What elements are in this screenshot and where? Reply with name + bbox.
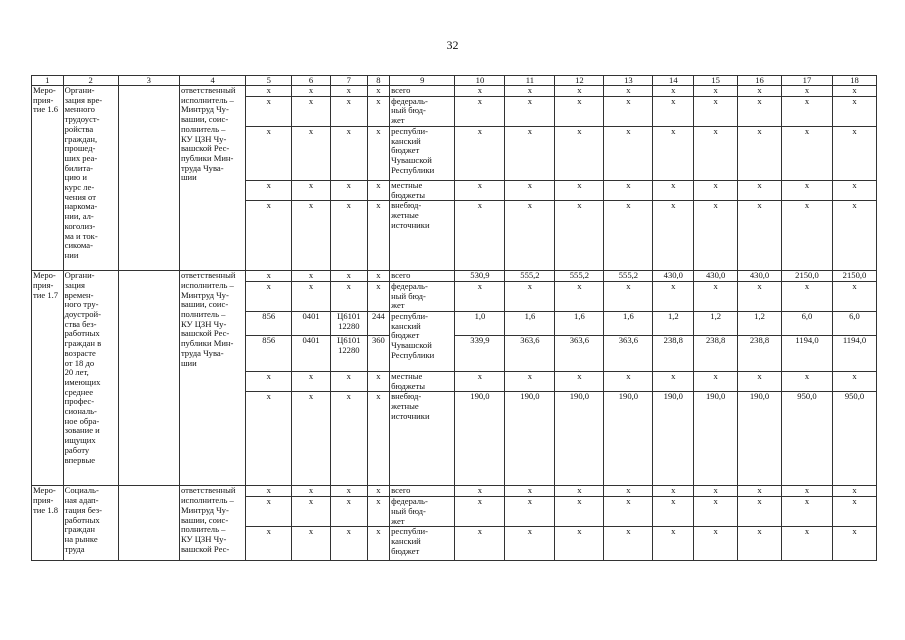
value-cell: х (653, 201, 694, 271)
value-cell: х (653, 527, 694, 561)
funding-source: федераль- ный бюд- жет (390, 281, 455, 311)
funding-source: всего (390, 271, 455, 282)
value-cell: 555,2 (604, 271, 653, 282)
value-cell: х (555, 281, 604, 311)
budget-code-cell: х (330, 281, 367, 311)
value-cell: х (832, 281, 876, 311)
value-cell: х (653, 497, 694, 527)
funding-source: местные бюджеты (390, 372, 455, 392)
value-cell: 1,6 (505, 312, 555, 336)
budget-code-cell: х (330, 180, 367, 200)
value-cell: х (832, 486, 876, 497)
header-cell-10: 10 (455, 76, 505, 86)
budget-code-cell: х (246, 201, 292, 271)
event-title: Органи- зация вре- менного трудоуст- ройства граждан, прошед- ших реа- билита- цию и курс ле- чения от наркома- нии, ал- коголиз- ма и ток- сикома- нии (63, 86, 118, 271)
value-cell: х (781, 126, 832, 180)
table-row (32, 486, 877, 497)
event-title: Органи- зация времен- ного тру- доустрой- ства без- работных граждан в возрасте от 18 до 20 лет, имеющих среднее профес- сиональ- ное обра- зование и ищущих работу впервые (63, 271, 118, 486)
value-cell: х (738, 527, 782, 561)
header-cell-7: 7 (330, 76, 367, 86)
value-cell: х (832, 126, 876, 180)
budget-code-cell: х (292, 497, 331, 527)
value-cell: 190,0 (555, 392, 604, 486)
budget-code-cell: х (246, 271, 292, 282)
value-cell: х (455, 180, 505, 200)
value-cell: 190,0 (653, 392, 694, 486)
value-cell: 238,8 (653, 336, 694, 372)
budget-code-cell: х (292, 372, 331, 392)
value-cell: х (653, 281, 694, 311)
value-cell: 430,0 (694, 271, 738, 282)
value-cell: х (832, 86, 876, 97)
value-cell: х (738, 486, 782, 497)
value-cell: х (505, 527, 555, 561)
budget-code-cell: х (367, 527, 389, 561)
responsible-executor: ответственный исполнитель – Минтруд Чу- вашии, соис- полнитель – КУ ЦЗН Чу- вашской Рес- публики Мин- труда Чува- шии (179, 271, 245, 486)
header-cell-4: 4 (179, 76, 245, 86)
value-cell: х (738, 96, 782, 126)
value-cell: х (604, 497, 653, 527)
value-cell: х (653, 86, 694, 97)
budget-code-cell: х (367, 486, 389, 497)
budget-code-cell: х (330, 86, 367, 97)
value-cell: 1194,0 (832, 336, 876, 372)
value-cell: х (781, 527, 832, 561)
value-cell: 238,8 (694, 336, 738, 372)
budget-code-cell: х (367, 201, 389, 271)
value-cell: 363,6 (604, 336, 653, 372)
value-cell: х (832, 372, 876, 392)
value-cell: х (653, 126, 694, 180)
value-cell: х (832, 497, 876, 527)
value-cell: х (604, 126, 653, 180)
budget-code-cell: х (246, 527, 292, 561)
budget-code-cell: х (246, 180, 292, 200)
empty-cell (118, 271, 179, 486)
header-row (32, 76, 877, 86)
value-cell: х (505, 497, 555, 527)
value-cell: х (694, 497, 738, 527)
value-cell: х (555, 86, 604, 97)
value-cell: х (738, 497, 782, 527)
budget-code-cell: х (330, 497, 367, 527)
value-cell: 363,6 (505, 336, 555, 372)
event-title: Социаль- ная адап- тация без- работных граждан на рынке труда (63, 486, 118, 561)
empty-cell (118, 486, 179, 561)
value-cell: х (455, 372, 505, 392)
budget-code-cell: х (367, 96, 389, 126)
budget-code-cell: х (330, 527, 367, 561)
budget-code-cell: Ц6101 12280 (330, 312, 367, 336)
funding-source: федераль- ный бюд- жет (390, 96, 455, 126)
value-cell: х (781, 372, 832, 392)
value-cell: х (694, 96, 738, 126)
budget-code-cell: 244 (367, 312, 389, 336)
budget-code-cell: х (330, 96, 367, 126)
value-cell: х (604, 527, 653, 561)
budget-code-cell: х (367, 271, 389, 282)
value-cell: х (738, 281, 782, 311)
value-cell: х (455, 486, 505, 497)
header-cell-17: 17 (781, 76, 832, 86)
header-cell-1: 1 (32, 76, 64, 86)
funding-source: внебюд- жетные источники (390, 201, 455, 271)
table-row (32, 271, 877, 282)
value-cell: х (738, 372, 782, 392)
value-cell: х (455, 281, 505, 311)
value-cell: 6,0 (832, 312, 876, 336)
value-cell: 190,0 (604, 392, 653, 486)
value-cell: х (505, 86, 555, 97)
value-cell: 190,0 (505, 392, 555, 486)
value-cell: 190,0 (694, 392, 738, 486)
budget-code-cell: х (246, 281, 292, 311)
value-cell: х (555, 527, 604, 561)
value-cell: х (738, 126, 782, 180)
value-cell: х (455, 86, 505, 97)
header-cell-2: 2 (63, 76, 118, 86)
budget-code-cell: х (292, 86, 331, 97)
budget-code-cell: х (367, 86, 389, 97)
value-cell: х (555, 372, 604, 392)
value-cell: х (694, 527, 738, 561)
budget-code-cell: х (367, 372, 389, 392)
value-cell: х (604, 180, 653, 200)
header-cell-16: 16 (738, 76, 782, 86)
value-cell: х (505, 180, 555, 200)
responsible-executor: ответственный исполнитель – Минтруд Чу- вашии, соис- полнитель – КУ ЦЗН Чу- вашской Рес- публики Мин- труда Чува- шии (179, 86, 245, 271)
funding-source: федераль- ный бюд- жет (390, 497, 455, 527)
budget-code-cell: х (330, 392, 367, 486)
budget-code-cell: х (367, 392, 389, 486)
budget-code-cell: Ц6101 12280 (330, 336, 367, 372)
value-cell: х (604, 201, 653, 271)
budget-code-cell: х (246, 497, 292, 527)
header-cell-14: 14 (653, 76, 694, 86)
value-cell: х (555, 180, 604, 200)
value-cell: х (694, 86, 738, 97)
value-cell: х (455, 96, 505, 126)
value-cell: х (694, 201, 738, 271)
table-row (32, 86, 877, 97)
budget-code-cell: х (330, 372, 367, 392)
header-cell-9: 9 (390, 76, 455, 86)
value-cell: х (694, 372, 738, 392)
value-cell: х (555, 486, 604, 497)
budget-code-cell: х (292, 271, 331, 282)
budget-code-cell: х (246, 372, 292, 392)
funding-source: республи- канский бюджет Чувашской Республики (390, 126, 455, 180)
value-cell: 1,2 (694, 312, 738, 336)
value-cell: 1,2 (738, 312, 782, 336)
value-cell: 363,6 (555, 336, 604, 372)
value-cell: х (781, 96, 832, 126)
budget-code-cell: х (292, 281, 331, 311)
value-cell: 339,9 (455, 336, 505, 372)
header-cell-13: 13 (604, 76, 653, 86)
funding-source: местные бюджеты (390, 180, 455, 200)
value-cell: х (653, 486, 694, 497)
value-cell: х (694, 180, 738, 200)
value-cell: 190,0 (455, 392, 505, 486)
value-cell: х (832, 527, 876, 561)
funding-source: всего (390, 486, 455, 497)
event-number: Меро- прия- тие 1.7 (32, 271, 64, 486)
value-cell: х (694, 486, 738, 497)
budget-code-cell: х (330, 126, 367, 180)
responsible-executor: ответственный исполнитель – Минтруд Чу- вашии, соис- полнитель – КУ ЦЗН Чу- вашской Рес- (179, 486, 245, 561)
value-cell: х (832, 180, 876, 200)
value-cell: х (653, 96, 694, 126)
program-events-table (31, 75, 877, 561)
budget-code-cell: х (292, 126, 331, 180)
header-cell-12: 12 (555, 76, 604, 86)
value-cell: х (781, 281, 832, 311)
funding-source: внебюд- жетные источники (390, 392, 455, 486)
budget-code-cell: 0401 (292, 312, 331, 336)
header-cell-6: 6 (292, 76, 331, 86)
header-cell-11: 11 (505, 76, 555, 86)
value-cell: х (653, 180, 694, 200)
value-cell: х (505, 281, 555, 311)
value-cell: х (781, 201, 832, 271)
value-cell: х (555, 497, 604, 527)
value-cell: х (604, 96, 653, 126)
value-cell: 1,0 (455, 312, 505, 336)
header-cell-18: 18 (832, 76, 876, 86)
budget-code-cell: х (246, 86, 292, 97)
value-cell: 2150,0 (781, 271, 832, 282)
value-cell: х (455, 126, 505, 180)
budget-code-cell: х (246, 486, 292, 497)
value-cell: х (555, 96, 604, 126)
value-cell: х (694, 126, 738, 180)
budget-code-cell: х (367, 281, 389, 311)
value-cell: х (505, 486, 555, 497)
value-cell: х (505, 96, 555, 126)
budget-code-cell: 360 (367, 336, 389, 372)
value-cell: х (781, 497, 832, 527)
value-cell: 555,2 (505, 271, 555, 282)
page-number: 32 (446, 38, 459, 52)
value-cell: х (555, 201, 604, 271)
value-cell: х (738, 86, 782, 97)
budget-code-cell: 856 (246, 336, 292, 372)
budget-code-cell: х (292, 392, 331, 486)
budget-code-cell: х (292, 527, 331, 561)
budget-code-cell: х (367, 126, 389, 180)
header-cell-5: 5 (246, 76, 292, 86)
value-cell: х (555, 126, 604, 180)
value-cell: х (604, 86, 653, 97)
value-cell: 2150,0 (832, 271, 876, 282)
budget-code-cell: х (330, 271, 367, 282)
value-cell: 1,2 (653, 312, 694, 336)
value-cell: х (781, 486, 832, 497)
budget-code-cell: х (246, 392, 292, 486)
value-cell: 530,9 (455, 271, 505, 282)
value-cell: 190,0 (738, 392, 782, 486)
budget-code-cell: х (367, 497, 389, 527)
value-cell: х (832, 201, 876, 271)
value-cell: х (505, 372, 555, 392)
budget-code-cell: х (367, 180, 389, 200)
value-cell: х (505, 126, 555, 180)
value-cell: х (738, 201, 782, 271)
budget-code-cell: х (292, 201, 331, 271)
value-cell: 6,0 (781, 312, 832, 336)
value-cell: х (455, 527, 505, 561)
value-cell: 950,0 (832, 392, 876, 486)
value-cell: х (781, 180, 832, 200)
event-number: Меро- прия- тие 1.6 (32, 86, 64, 271)
value-cell: х (694, 281, 738, 311)
budget-code-cell: х (292, 96, 331, 126)
budget-code-cell: х (330, 486, 367, 497)
value-cell: х (738, 180, 782, 200)
value-cell: х (505, 201, 555, 271)
value-cell: х (455, 201, 505, 271)
event-number: Меро- прия- тие 1.8 (32, 486, 64, 561)
funding-source: всего (390, 86, 455, 97)
funding-source: республи- канский бюджет (390, 527, 455, 561)
header-cell-8: 8 (367, 76, 389, 86)
value-cell: х (604, 486, 653, 497)
value-cell: 430,0 (653, 271, 694, 282)
budget-code-cell: 856 (246, 312, 292, 336)
header-cell-3: 3 (118, 76, 179, 86)
value-cell: 1,6 (604, 312, 653, 336)
value-cell: 1194,0 (781, 336, 832, 372)
value-cell: 238,8 (738, 336, 782, 372)
value-cell: 1,6 (555, 312, 604, 336)
value-cell: х (604, 281, 653, 311)
budget-code-cell: х (330, 201, 367, 271)
header-cell-15: 15 (694, 76, 738, 86)
budget-code-cell: х (292, 486, 331, 497)
value-cell: х (653, 372, 694, 392)
value-cell: 555,2 (555, 271, 604, 282)
budget-code-cell: х (246, 126, 292, 180)
value-cell: 950,0 (781, 392, 832, 486)
empty-cell (118, 86, 179, 271)
budget-code-cell: х (246, 96, 292, 126)
value-cell: 430,0 (738, 271, 782, 282)
budget-code-cell: х (292, 180, 331, 200)
budget-code-cell: 0401 (292, 336, 331, 372)
value-cell: х (781, 86, 832, 97)
value-cell: х (832, 96, 876, 126)
value-cell: х (455, 497, 505, 527)
funding-source: республи- канский бюджет Чувашской Республики (390, 312, 455, 372)
value-cell: х (604, 372, 653, 392)
